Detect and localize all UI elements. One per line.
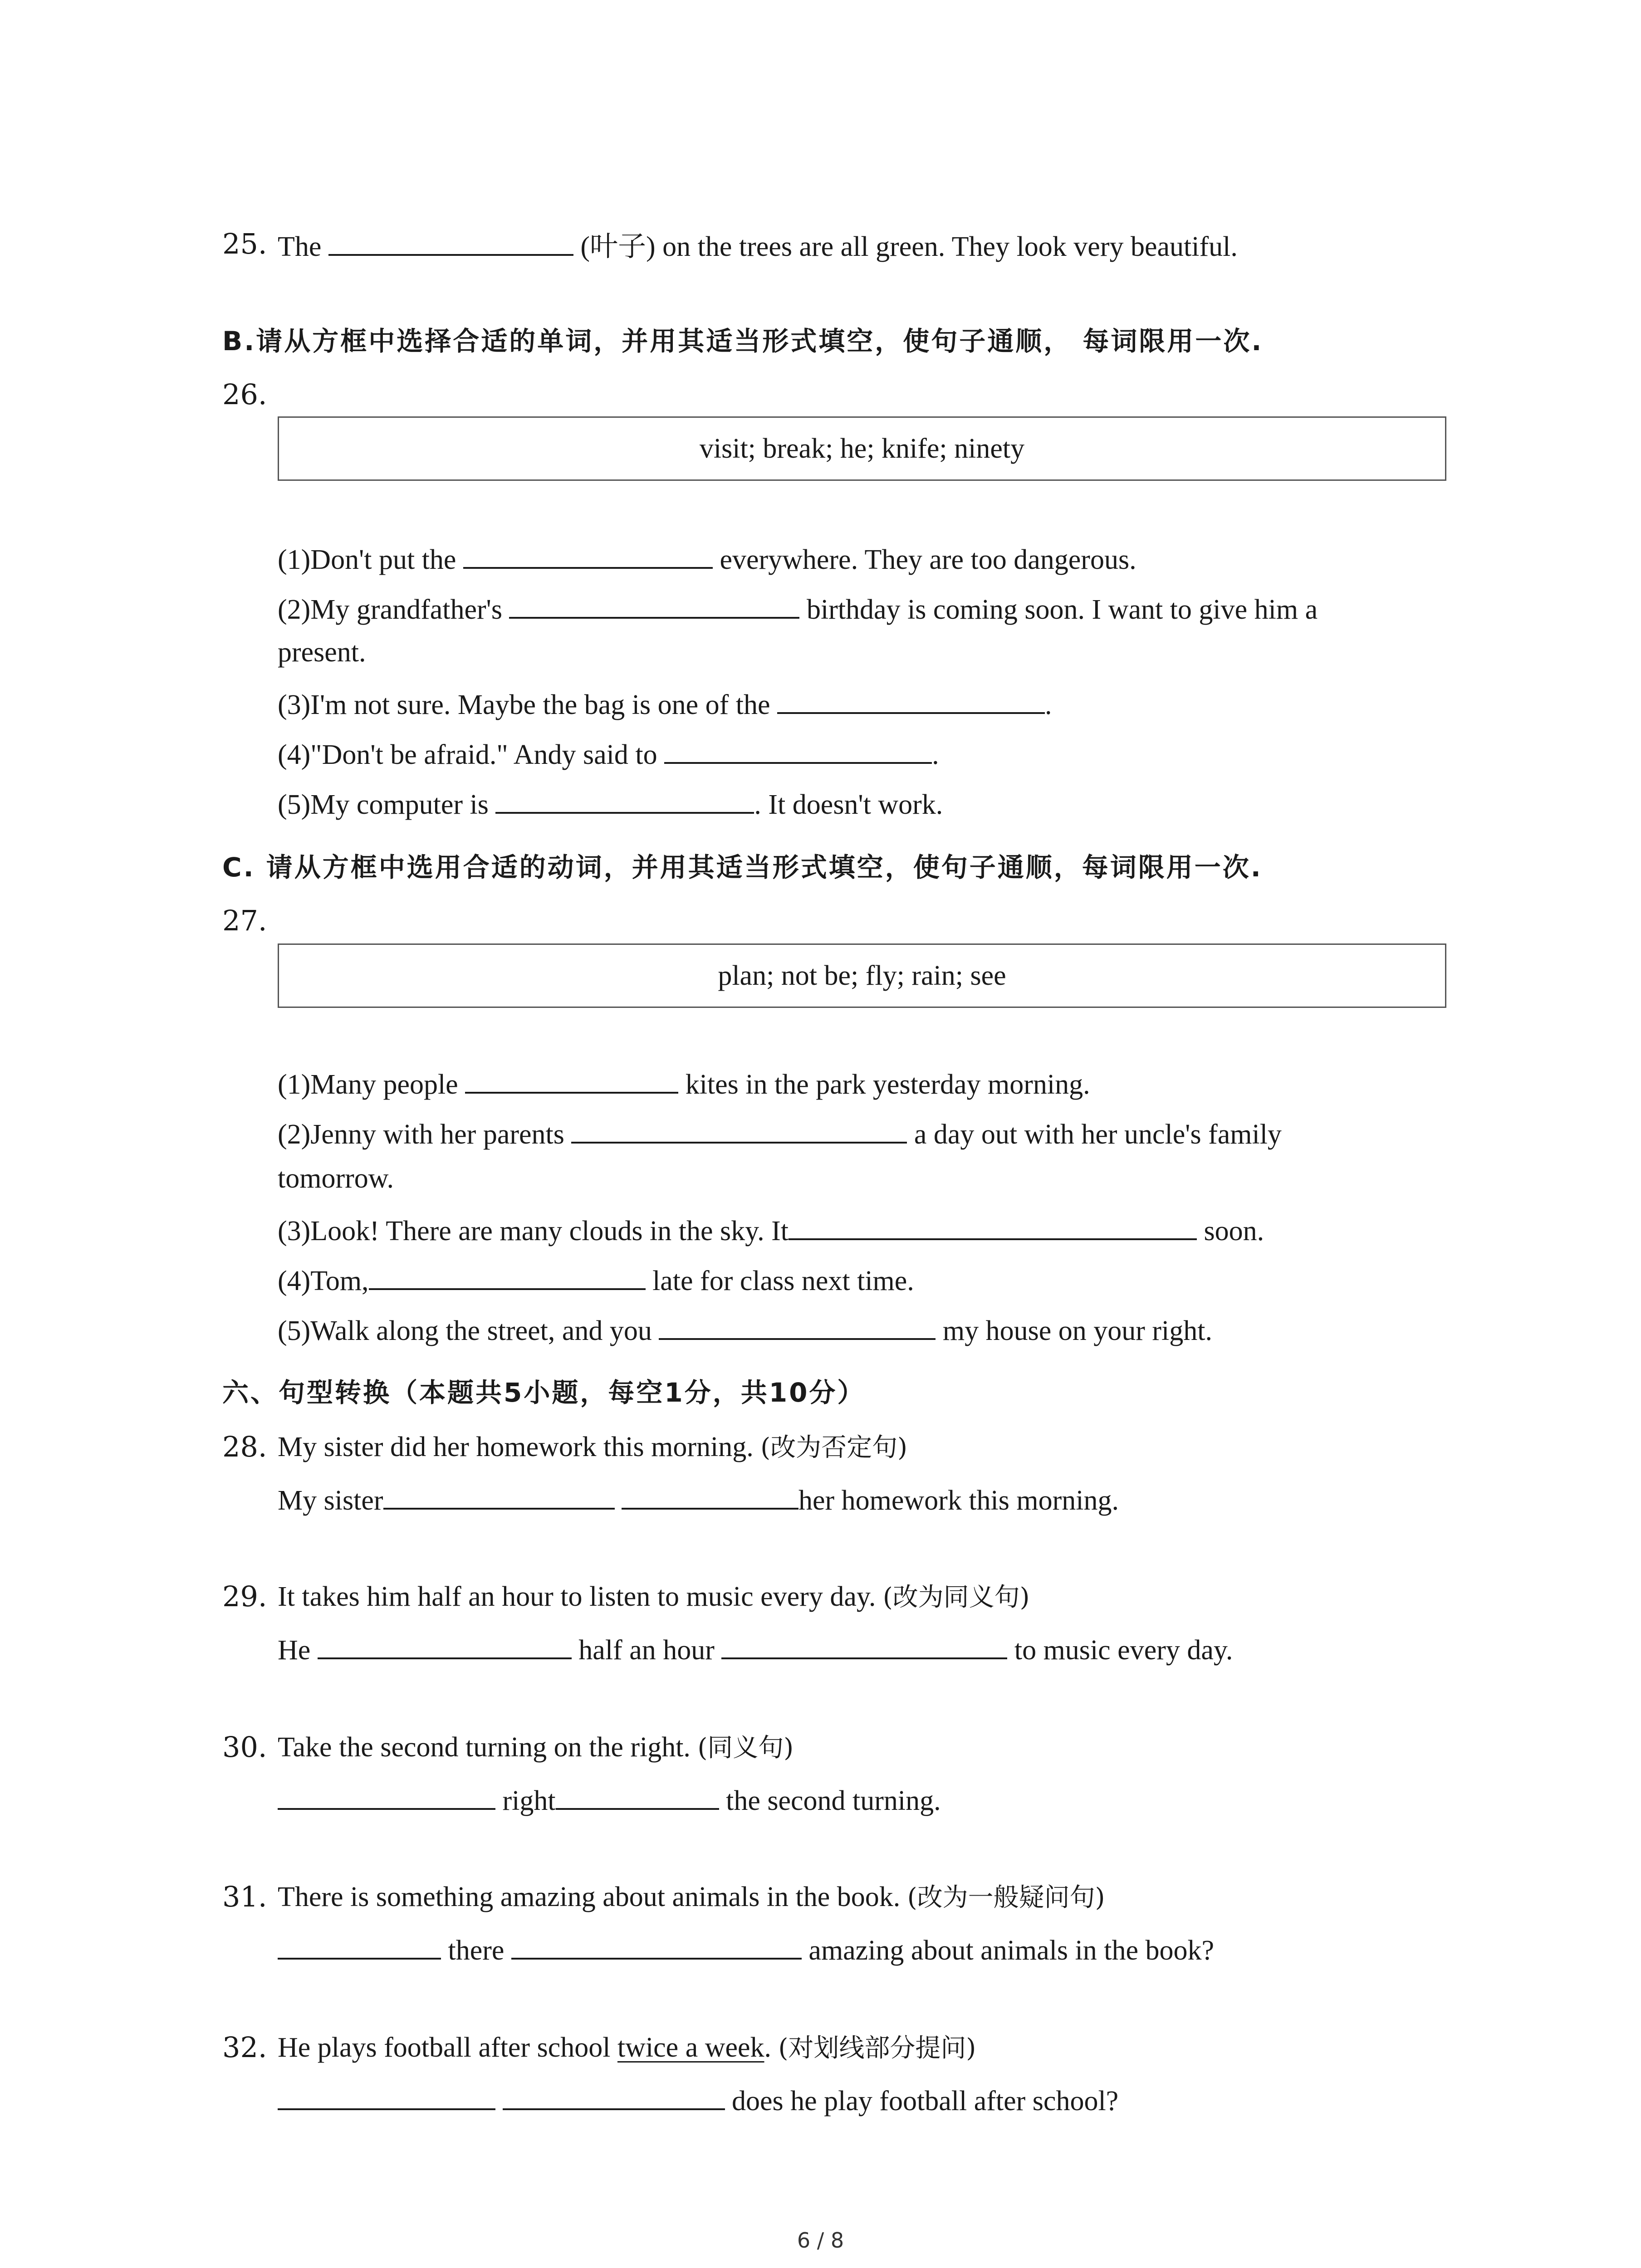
text: He: [278, 1635, 311, 1666]
sentence-5: [278, 784, 943, 823]
text: .: [1045, 689, 1052, 720]
text: (4)Tom,: [278, 1266, 369, 1296]
answer-blank[interactable]: [622, 1480, 798, 1510]
question-number: 32.: [222, 2031, 267, 2064]
answer-blank[interactable]: [511, 1930, 802, 1960]
word-box: [278, 416, 1446, 481]
text: there: [448, 1935, 505, 1966]
text: He plays football after school: [278, 2032, 611, 2063]
text: (4)"Don't be afraid." Andy said to: [278, 739, 657, 770]
sentence-1: [278, 539, 1136, 578]
text: (2)My grandfather's: [278, 594, 502, 625]
instruction-hint: (改为否定句): [760, 1433, 907, 1462]
answer-blank[interactable]: [278, 1930, 441, 1960]
answer-blank[interactable]: [278, 1780, 495, 1810]
text: (3)I'm not sure. Maybe the bag is one of the: [278, 689, 770, 720]
text: My sister: [278, 1485, 383, 1516]
text: everywhere. They are too dangerous.: [720, 544, 1136, 575]
answer-29: [278, 1629, 1233, 1668]
text: her homework this morning.: [798, 1485, 1119, 1516]
answer-blank[interactable]: [465, 1064, 678, 1094]
text: half an hour: [578, 1635, 715, 1666]
text: (1)Don't put the: [278, 544, 456, 575]
text: my house on your right.: [942, 1315, 1212, 1346]
text: to music every day.: [1014, 1635, 1233, 1666]
word-list: visit; break; he; knife; ninety: [699, 433, 1025, 464]
text: . It doesn't work.: [754, 789, 943, 820]
answer-blank[interactable]: [369, 1260, 646, 1290]
text: Take the second turning on the right.: [278, 1732, 691, 1763]
text: (5)My computer is: [278, 789, 489, 820]
question-number: 27.: [222, 904, 267, 937]
sentence-4: [278, 1260, 914, 1299]
answer-blank[interactable]: [721, 1629, 1007, 1659]
sentence-3: [278, 1210, 1264, 1249]
text: birthday is coming soon. I want to give him a: [806, 594, 1318, 625]
instruction-hint: (改为同义句): [882, 1583, 1030, 1612]
text: The: [278, 231, 322, 262]
underlined-phrase: twice a week: [617, 2032, 764, 2063]
answer-blank[interactable]: [571, 1114, 907, 1144]
sentence-2: [278, 589, 1318, 628]
answer-blank[interactable]: [659, 1310, 936, 1340]
answer-30: [278, 1780, 941, 1819]
question-number: 28.: [222, 1430, 267, 1463]
question-number: 29.: [222, 1580, 267, 1613]
answer-32: [278, 2080, 1118, 2119]
text: soon.: [1204, 1216, 1264, 1246]
text: (叶子) on the trees are all green. They look very beautiful.: [580, 231, 1238, 262]
text: There is something amazing about animals in the book.: [278, 1882, 901, 1912]
question-number: 25.: [222, 227, 267, 260]
question-29: [278, 1579, 1030, 1616]
page-number: 6 / 8: [797, 2228, 844, 2253]
answer-blank[interactable]: [664, 734, 932, 764]
sentence-5: [278, 1310, 1212, 1349]
answer-28: [278, 1480, 1119, 1519]
section-c-heading: C. 请从方框中选用合适的动词，并用其适当形式填空，使句子通顺，每词限用一次.: [222, 852, 1263, 883]
text: (1)Many people: [278, 1069, 458, 1100]
text: a day out with her uncle's family: [914, 1119, 1282, 1150]
text: kites in the park yesterday morning.: [685, 1069, 1090, 1100]
answer-blank[interactable]: [495, 784, 754, 814]
instruction-hint: (对划线部分提问): [778, 2033, 976, 2063]
sentence-2-cont: present.: [278, 637, 366, 668]
text: amazing about animals in the book?: [808, 1935, 1215, 1966]
instruction-hint: (同义句): [697, 1733, 794, 1763]
question-number: 26.: [222, 378, 267, 411]
sentence-3: [278, 684, 1052, 723]
answer-blank[interactable]: [509, 589, 799, 619]
text: does he play football after school?: [732, 2086, 1119, 2116]
word-list: plan; not be; fly; rain; see: [718, 960, 1006, 991]
answer-blank[interactable]: [463, 539, 713, 569]
sentence-2-cont: tomorrow.: [278, 1163, 394, 1194]
answer-31: [278, 1930, 1214, 1969]
text: .: [932, 739, 939, 770]
sentence-4: [278, 734, 939, 773]
section-b-heading: B.请从方框中选择合适的单词，并用其适当形式填空，使句子通顺， 每词限用一次.: [222, 326, 1264, 357]
instruction-hint: (改为一般疑问句): [907, 1883, 1105, 1912]
question-32: [278, 2029, 976, 2067]
answer-blank[interactable]: [777, 684, 1045, 714]
answer-blank[interactable]: [383, 1480, 615, 1510]
question-28: [278, 1429, 907, 1466]
section-6-heading: 六、句型转换（本题共5小题，每空1分，共10分）: [222, 1377, 866, 1408]
answer-blank[interactable]: [328, 226, 573, 256]
text: (2)Jenny with her parents: [278, 1119, 564, 1150]
answer-blank[interactable]: [503, 2080, 725, 2110]
text: the second turning.: [726, 1785, 941, 1816]
text: .: [764, 2032, 772, 2063]
answer-blank[interactable]: [556, 1780, 719, 1810]
question-number: 30.: [222, 1730, 267, 1764]
text: (3)Look! There are many clouds in the sky. It: [278, 1216, 789, 1246]
question-31: [278, 1879, 1105, 1916]
question-25: [278, 226, 1238, 265]
answer-blank[interactable]: [278, 2080, 495, 2110]
text: late for class next time.: [652, 1266, 914, 1296]
sentence-1: [278, 1064, 1090, 1103]
word-box: [278, 943, 1446, 1008]
question-30: [278, 1729, 794, 1766]
text: right: [502, 1785, 556, 1816]
question-number: 31.: [222, 1880, 267, 1913]
text: It takes him half an hour to listen to music every day.: [278, 1581, 876, 1612]
answer-blank[interactable]: [318, 1629, 572, 1659]
text: My sister did her homework this morning.: [278, 1432, 754, 1462]
text: (5)Walk along the street, and you: [278, 1315, 652, 1346]
sentence-2: [278, 1114, 1282, 1153]
answer-blank[interactable]: [789, 1210, 1197, 1240]
